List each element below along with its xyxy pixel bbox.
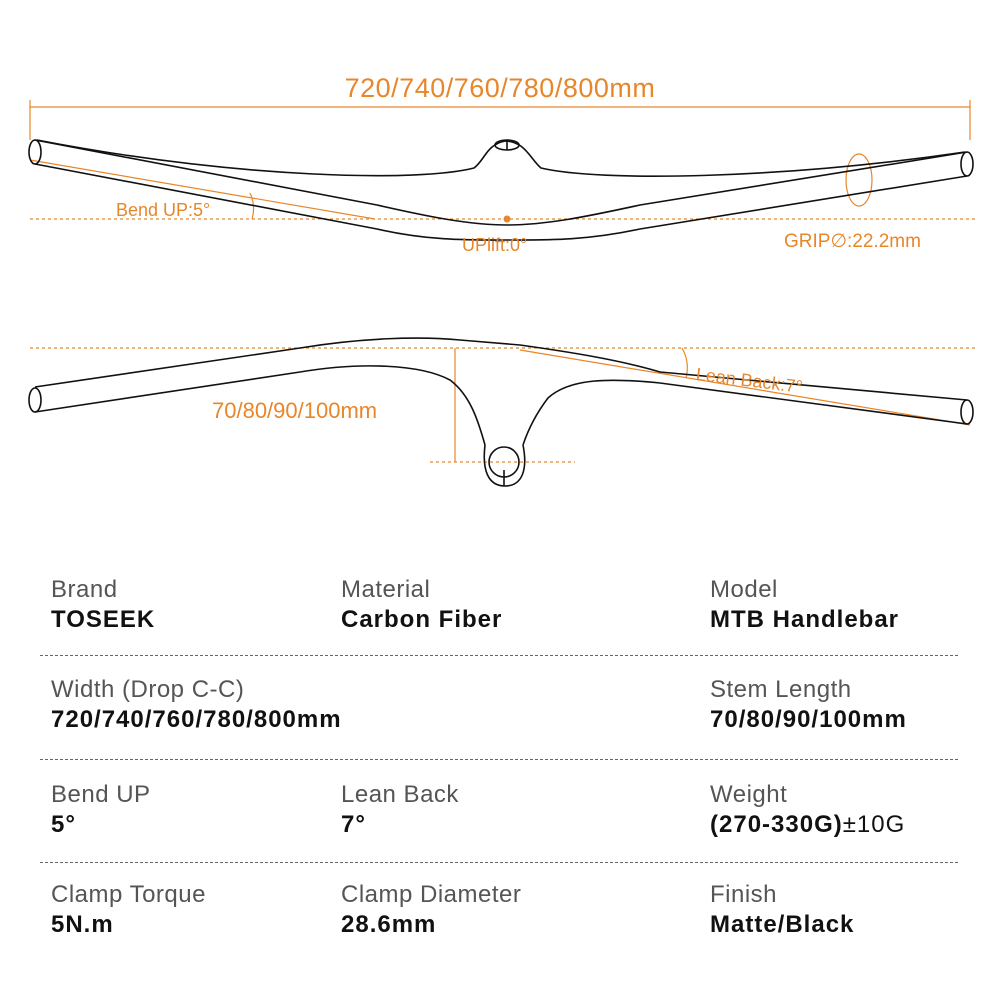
spec-clamp-torque bbox=[51, 881, 206, 939]
grip-diameter-label: GRIP∅:22.2mm bbox=[784, 231, 921, 252]
spec-label: Bend UP bbox=[51, 781, 151, 808]
uplift-label: UPlift:0° bbox=[462, 235, 528, 255]
spec-label: Weight bbox=[710, 781, 788, 808]
spec-label: Clamp Diameter bbox=[341, 881, 522, 908]
spec-label: Material bbox=[341, 576, 431, 603]
uplift-center-dot bbox=[504, 216, 511, 223]
side-left-bar-end bbox=[29, 388, 41, 412]
spec-material bbox=[341, 576, 502, 634]
grip-diameter-ring bbox=[846, 154, 872, 206]
spec-bend-up bbox=[51, 781, 151, 839]
spec-value bbox=[710, 811, 905, 839]
top-bar-upper-edge bbox=[37, 140, 965, 176]
spec-value: Matte/Black bbox=[710, 911, 855, 938]
spec-model bbox=[710, 576, 899, 634]
spec-value: Carbon Fiber bbox=[341, 606, 503, 633]
row-divider bbox=[40, 759, 958, 760]
spec-stem-length bbox=[710, 676, 907, 734]
spec-value: 70/80/90/100mm bbox=[710, 706, 907, 733]
spec-value: 720/740/760/780/800mm bbox=[51, 706, 342, 733]
side-right-bar-end bbox=[961, 400, 973, 424]
spec-value: 5N.m bbox=[51, 911, 114, 938]
spec-clamp-diameter bbox=[341, 881, 521, 939]
weight-range: (270-330G) bbox=[710, 811, 843, 838]
row-divider bbox=[40, 655, 958, 656]
side-view-handlebar bbox=[29, 338, 973, 486]
spec-brand bbox=[51, 576, 155, 634]
stem-length-label: 70/80/90/100mm bbox=[212, 398, 378, 423]
weight-tolerance: ±10G bbox=[842, 811, 906, 838]
dimension-lines bbox=[30, 100, 975, 462]
top-right-bar-end bbox=[961, 152, 973, 176]
spec-value: MTB Handlebar bbox=[710, 606, 900, 633]
spec-label: Model bbox=[710, 576, 778, 603]
top-view-handlebar bbox=[29, 140, 973, 240]
spec-label: Stem Length bbox=[710, 676, 852, 703]
spec-value: 5° bbox=[51, 811, 76, 838]
spec-value: 7° bbox=[341, 811, 366, 838]
spec-finish bbox=[710, 881, 854, 939]
width-dimension-label: 720/740/760/780/800mm bbox=[344, 73, 656, 103]
spec-lean-back bbox=[341, 781, 459, 839]
spec-label: Lean Back bbox=[341, 781, 459, 808]
lean-back-label: Lean Back:7° bbox=[694, 364, 804, 398]
spec-value: TOSEEK bbox=[51, 606, 156, 633]
bend-up-label: Bend UP:5° bbox=[116, 200, 211, 220]
spec-label: Width (Drop C-C) bbox=[51, 676, 245, 703]
spec-value: 28.6mm bbox=[341, 911, 437, 938]
spec-label: Brand bbox=[51, 576, 118, 603]
row-divider bbox=[40, 862, 958, 863]
spec-width bbox=[51, 676, 342, 734]
spec-label: Clamp Torque bbox=[51, 881, 206, 908]
spec-weight bbox=[710, 781, 905, 839]
spec-label: Finish bbox=[710, 881, 778, 908]
